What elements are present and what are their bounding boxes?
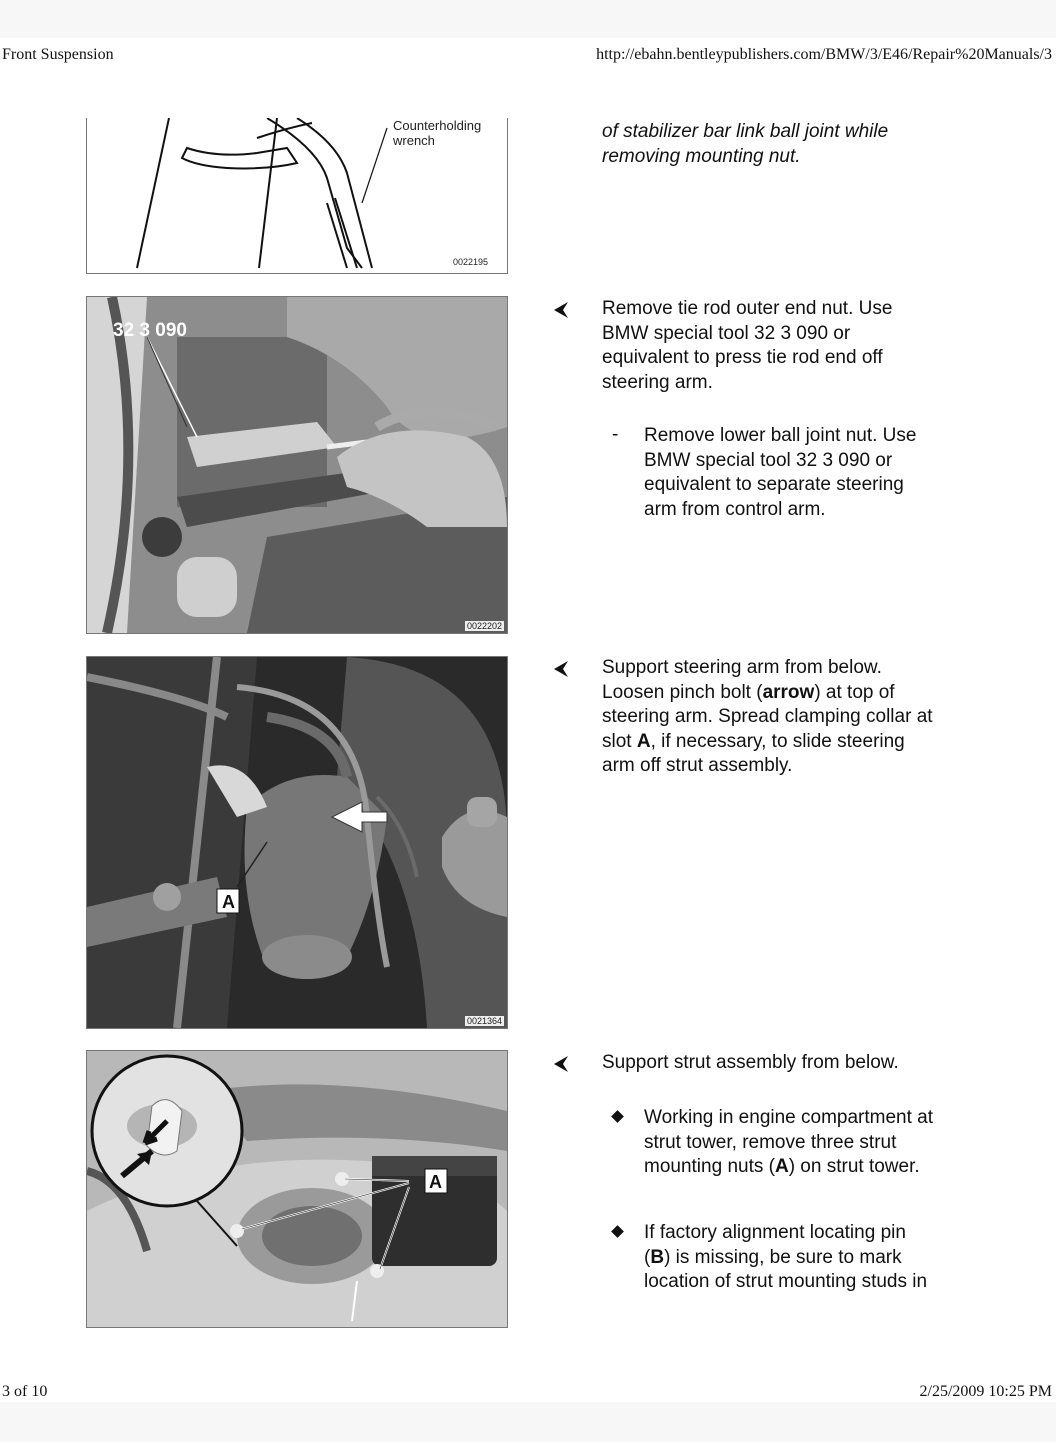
substep-dash-marker: - xyxy=(612,424,619,445)
step-arrow-icon xyxy=(552,1054,572,1074)
step-tie-rod-text: Remove tie rod outer end nut. Use BMW special tool 32 3 090 or equivalent to press tie rod end off steering arm. xyxy=(602,298,893,393)
figure-strut-tower-photo xyxy=(86,1050,508,1328)
figure-callout-a: A xyxy=(429,1172,442,1192)
step-stabilizer-continuation: of stabilizer bar link ball joint while removing mounting nut. xyxy=(602,121,889,167)
figure-steering-arm-photo xyxy=(86,656,508,1029)
step-strut-support-text: Support strut assembly from below. xyxy=(602,1052,899,1073)
page-footer-page-number: 3 of 10 xyxy=(2,1383,48,1400)
figure-id: 0022195 xyxy=(453,257,489,267)
bullet-alignment-pin-text: If factory alignment locating pin (B) is missing, be sure to mark location of strut mounting studs in xyxy=(644,1222,928,1292)
figure-counterholding-wrench xyxy=(86,118,508,274)
page-footer-timestamp: 2/25/2009 10:25 PM xyxy=(919,1383,1052,1400)
step-steering-arm-text: Support steering arm from below. Loosen pinch bolt (arrow) at top of steering arm. Spread clamping collar at slot A, if necessary, to slide steering arm off strut assembly. xyxy=(602,657,933,776)
figure-callout-a: A xyxy=(222,892,235,912)
figure-label-line1: Counterholding xyxy=(393,118,482,133)
step-arrow-icon xyxy=(552,659,572,679)
figure-id: 0021364 xyxy=(466,1016,502,1026)
bullet-strut-nuts-text: Working in engine compartment at strut tower, remove three strut mounting nuts (A) on strut tower. xyxy=(644,1107,934,1177)
figure-callout-tool: 32 3 090 xyxy=(113,320,187,341)
figure-label-line2: wrench xyxy=(393,133,435,148)
page-header-title: Front Suspension xyxy=(2,46,114,63)
figure-id: 0022202 xyxy=(466,621,502,631)
step-arrow-icon xyxy=(552,300,572,320)
page-header-url: http://ebahn.bentleypublishers.com/BMW/3/E46/Repair%20Manuals/3 xyxy=(596,46,1052,63)
figure-tie-rod-photo xyxy=(86,296,508,634)
substep-ball-joint-text: Remove lower ball joint nut. Use BMW special tool 32 3 090 or equivalent to separate steering arm from control arm. xyxy=(644,425,917,520)
